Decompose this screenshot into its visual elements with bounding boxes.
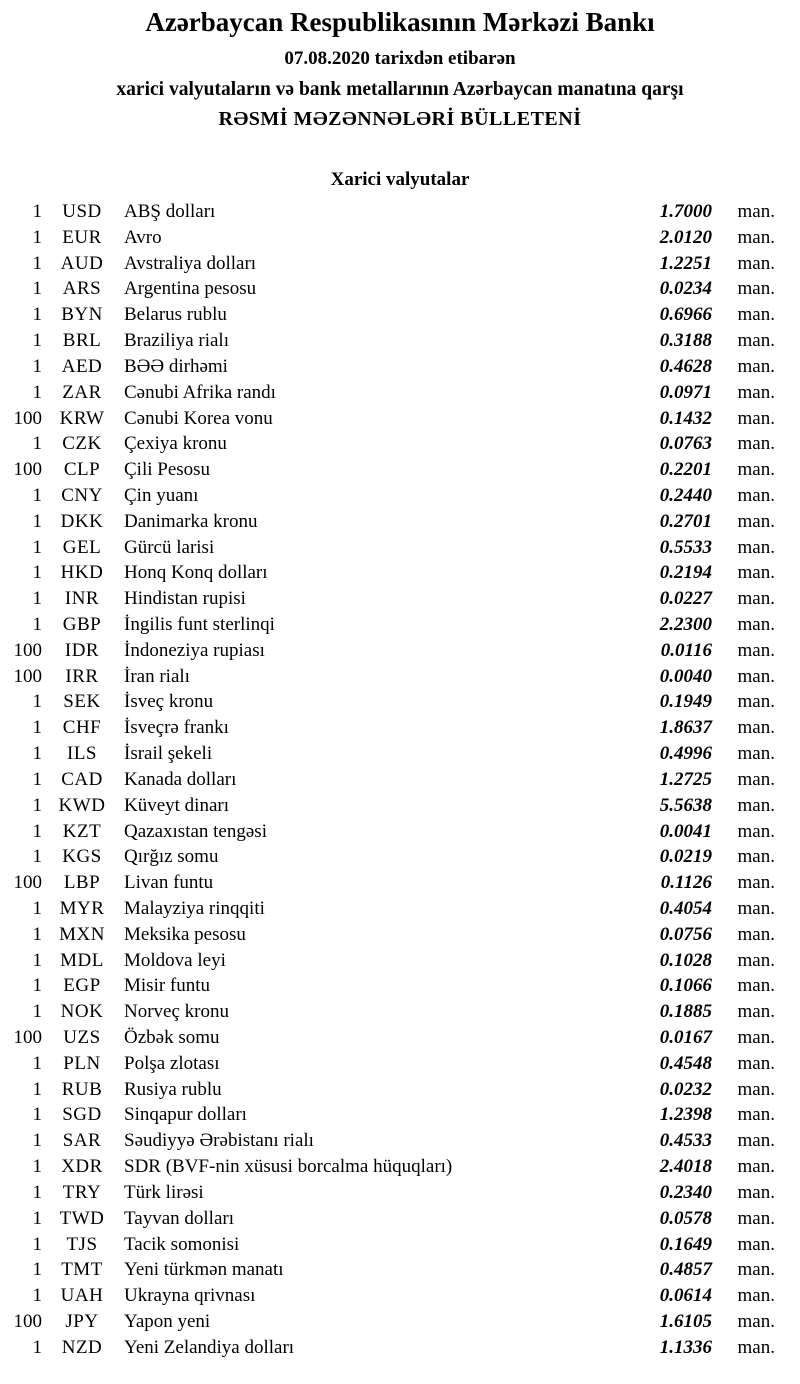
unit-label: man. xyxy=(737,1310,775,1332)
unit-label: man. xyxy=(737,897,775,919)
currency-quantity: 1 xyxy=(32,1052,42,1074)
currency-name: Norveç kronu xyxy=(124,1001,229,1023)
currency-code: JPY xyxy=(65,1310,99,1332)
currency-name: SDR (BVF-nin xüsusi borcalma hüquqları) xyxy=(124,1156,453,1178)
currency-name: Çexiya kronu xyxy=(124,433,227,455)
currency-quantity: 100 xyxy=(13,1310,42,1332)
currency-name: İsveçrə frankı xyxy=(124,717,229,739)
rate-value: 0.2194 xyxy=(659,562,712,584)
rate-row xyxy=(0,560,800,586)
unit-label: man. xyxy=(737,510,775,532)
unit-label: man. xyxy=(737,381,775,403)
rate-value: 0.0116 xyxy=(660,639,712,661)
rate-row xyxy=(0,689,800,715)
currency-code: CZK xyxy=(62,433,102,455)
currency-name: Yapon yeni xyxy=(124,1310,211,1332)
currency-code: USD xyxy=(62,201,102,222)
currency-quantity: 100 xyxy=(13,1027,42,1048)
currency-name: Avstraliya dolları xyxy=(124,252,257,274)
currency-code: BRL xyxy=(62,330,102,352)
rate-row xyxy=(0,973,800,999)
rate-value: 0.0756 xyxy=(659,923,712,945)
currency-name: Çin yuanı xyxy=(124,484,199,506)
currency-name: Argentina pesosu xyxy=(124,278,257,300)
rate-row xyxy=(0,1025,800,1051)
exchange-rates-table xyxy=(0,199,800,1361)
rate-row xyxy=(0,922,800,948)
rate-value: 1.2398 xyxy=(659,1104,712,1126)
currency-name: Çili Pesosu xyxy=(124,459,211,481)
unit-label: man. xyxy=(737,201,775,222)
unit-label: man. xyxy=(737,872,775,894)
currency-name: Rusiya rublu xyxy=(124,1078,222,1100)
currency-quantity: 1 xyxy=(32,768,42,790)
currency-code: IRR xyxy=(65,665,99,687)
rate-value: 5.5638 xyxy=(659,794,712,816)
currency-quantity: 1 xyxy=(32,743,42,765)
currency-name: Misir funtu xyxy=(124,975,211,997)
currency-name: İsrail şekeli xyxy=(124,743,213,765)
rate-value: 0.4857 xyxy=(659,1259,712,1281)
currency-quantity: 1 xyxy=(32,510,42,532)
rate-value: 0.0578 xyxy=(659,1207,712,1229)
rate-value: 1.8637 xyxy=(659,717,712,739)
unit-label: man. xyxy=(737,1130,775,1152)
rate-value: 0.4628 xyxy=(659,355,712,377)
unit-label: man. xyxy=(737,1001,775,1023)
rate-value: 0.0234 xyxy=(659,278,712,300)
rate-row xyxy=(0,1180,800,1206)
rate-row xyxy=(0,380,800,406)
currency-code: XDR xyxy=(61,1156,103,1178)
unit-label: man. xyxy=(737,1027,775,1048)
currency-name: Cənubi Korea vonu xyxy=(124,407,273,429)
currency-name: Meksika pesosu xyxy=(124,923,246,945)
unit-label: man. xyxy=(737,407,775,429)
currency-name: BƏƏ dirhəmi xyxy=(124,355,228,377)
rate-row xyxy=(0,509,800,535)
unit-label: man. xyxy=(737,768,775,790)
rate-row xyxy=(0,199,800,225)
rate-value: 0.2701 xyxy=(659,510,712,532)
rate-row xyxy=(0,276,800,302)
rate-row xyxy=(0,302,800,328)
rate-value: 0.1066 xyxy=(659,975,712,997)
rate-row xyxy=(0,1283,800,1309)
rate-row xyxy=(0,1309,800,1335)
currency-name: Avro xyxy=(124,226,162,248)
rate-row xyxy=(0,715,800,741)
rate-row xyxy=(0,664,800,690)
rate-value: 2.4018 xyxy=(659,1156,712,1178)
currency-code: UZS xyxy=(63,1027,101,1048)
rate-row xyxy=(0,767,800,793)
rate-row xyxy=(0,1206,800,1232)
section-title-foreign-currencies: Xarici valyutalar xyxy=(330,169,470,190)
currency-quantity: 1 xyxy=(32,588,42,610)
currency-quantity: 100 xyxy=(13,872,42,894)
currency-name: Braziliya rialı xyxy=(124,330,229,352)
currency-code: GEL xyxy=(62,536,102,558)
rate-value: 0.1649 xyxy=(659,1233,712,1255)
rate-row xyxy=(0,1051,800,1077)
unit-label: man. xyxy=(737,1336,775,1358)
unit-label: man. xyxy=(737,459,775,481)
currency-code: CNY xyxy=(61,484,103,506)
rate-value: 0.3188 xyxy=(659,330,712,352)
currency-quantity: 1 xyxy=(32,897,42,919)
currency-name: Cənubi Afrika randı xyxy=(124,381,276,403)
currency-code: LBP xyxy=(63,872,101,894)
unit-label: man. xyxy=(737,562,775,584)
rate-row xyxy=(0,406,800,432)
unit-label: man. xyxy=(737,1207,775,1229)
rate-row xyxy=(0,535,800,561)
rate-value: 1.6105 xyxy=(659,1310,712,1332)
rate-value: 0.0041 xyxy=(659,820,712,842)
unit-label: man. xyxy=(737,484,775,506)
currency-code: DKK xyxy=(60,510,104,532)
rate-row xyxy=(0,819,800,845)
unit-label: man. xyxy=(737,536,775,558)
currency-name: Küveyt dinarı xyxy=(124,794,230,816)
currency-name: Yeni türkmən manatı xyxy=(124,1259,284,1281)
currency-name: Qırğız somu xyxy=(124,846,219,868)
currency-name: Belarus rublu xyxy=(124,304,227,326)
unit-label: man. xyxy=(737,975,775,997)
document-header xyxy=(0,6,800,132)
unit-label: man. xyxy=(737,1078,775,1100)
currency-code: MYR xyxy=(59,897,105,919)
currency-code: KZT xyxy=(62,820,102,842)
rate-row xyxy=(0,586,800,612)
currency-quantity: 1 xyxy=(32,1001,42,1023)
currency-name: Özbək somu xyxy=(124,1027,220,1048)
unit-label: man. xyxy=(737,691,775,713)
currency-quantity: 1 xyxy=(32,536,42,558)
rate-value: 0.0167 xyxy=(659,1027,712,1048)
currency-code: EGP xyxy=(63,975,101,997)
currency-name: Livan funtu xyxy=(124,872,214,894)
rate-row xyxy=(0,1077,800,1103)
currency-code: TWD xyxy=(59,1207,105,1229)
currency-quantity: 1 xyxy=(32,562,42,584)
currency-code: AED xyxy=(61,355,103,377)
currency-quantity: 1 xyxy=(32,1078,42,1100)
rate-row xyxy=(0,1257,800,1283)
currency-name: Honq Konq dolları xyxy=(124,562,268,584)
unit-label: man. xyxy=(737,1233,775,1255)
unit-label: man. xyxy=(737,1156,775,1178)
currency-quantity: 1 xyxy=(32,304,42,326)
currency-code: ZAR xyxy=(62,381,102,403)
currency-code: ARS xyxy=(62,278,102,300)
unit-label: man. xyxy=(737,794,775,816)
rate-row xyxy=(0,457,800,483)
currency-quantity: 1 xyxy=(32,717,42,739)
currency-code: TRY xyxy=(62,1181,102,1203)
currency-quantity: 1 xyxy=(32,278,42,300)
currency-name: Hindistan rupisi xyxy=(124,588,246,610)
rate-row xyxy=(0,328,800,354)
currency-quantity: 100 xyxy=(13,407,42,429)
unit-label: man. xyxy=(737,1181,775,1203)
unit-label: man. xyxy=(737,639,775,661)
currency-code: NOK xyxy=(60,1001,104,1023)
subject-line: xarici valyutaların və bank metallarının Azərbaycan manatına qarşı xyxy=(116,79,684,100)
unit-label: man. xyxy=(737,330,775,352)
rate-value: 0.1949 xyxy=(659,691,712,713)
rate-row xyxy=(0,431,800,457)
currency-code: GBP xyxy=(62,614,102,635)
currency-quantity: 1 xyxy=(32,1104,42,1126)
currency-quantity: 1 xyxy=(32,820,42,842)
rate-row xyxy=(0,948,800,974)
rate-value: 0.0614 xyxy=(659,1285,712,1307)
currency-quantity: 1 xyxy=(32,1181,42,1203)
unit-label: man. xyxy=(737,743,775,765)
currency-quantity: 1 xyxy=(32,226,42,248)
currency-code: KGS xyxy=(62,846,102,868)
currency-code: ILS xyxy=(67,743,97,765)
rate-value: 0.4054 xyxy=(659,897,712,919)
rate-value: 0.2201 xyxy=(659,459,712,481)
currency-quantity: 1 xyxy=(32,614,42,635)
currency-quantity: 1 xyxy=(32,330,42,352)
currency-quantity: 1 xyxy=(32,1259,42,1281)
currency-quantity: 1 xyxy=(32,923,42,945)
rate-value: 0.1126 xyxy=(660,872,712,894)
rate-row xyxy=(0,793,800,819)
currency-quantity: 1 xyxy=(32,201,42,222)
rate-value: 0.1885 xyxy=(659,1001,712,1023)
rate-value: 1.2251 xyxy=(659,252,712,274)
currency-name: Ukrayna qrivnası xyxy=(124,1285,256,1307)
rate-value: 0.4548 xyxy=(659,1052,712,1074)
currency-name: Moldova leyi xyxy=(124,949,226,971)
currency-name: ABŞ dolları xyxy=(124,201,216,222)
unit-label: man. xyxy=(737,949,775,971)
rate-row xyxy=(0,612,800,638)
rate-row xyxy=(0,225,800,251)
unit-label: man. xyxy=(737,614,775,635)
currency-code: MDL xyxy=(60,949,104,971)
unit-label: man. xyxy=(737,355,775,377)
rate-value: 0.4533 xyxy=(659,1130,712,1152)
unit-label: man. xyxy=(737,1285,775,1307)
currency-name: Kanada dolları xyxy=(124,768,237,790)
currency-name: İran rialı xyxy=(124,665,190,687)
currency-name: Sinqapur dolları xyxy=(124,1104,247,1126)
currency-code: CAD xyxy=(61,768,103,790)
currency-code: TJS xyxy=(66,1233,98,1255)
unit-label: man. xyxy=(737,433,775,455)
currency-code: INR xyxy=(64,588,100,610)
unit-label: man. xyxy=(737,278,775,300)
currency-name: Türk lirəsi xyxy=(124,1181,204,1203)
rate-value: 2.0120 xyxy=(659,226,712,248)
currency-code: PLN xyxy=(63,1052,101,1074)
rate-row xyxy=(0,1154,800,1180)
unit-label: man. xyxy=(737,846,775,868)
currency-quantity: 100 xyxy=(13,459,42,481)
unit-label: man. xyxy=(737,717,775,739)
rate-row xyxy=(0,999,800,1025)
currency-code: KWD xyxy=(58,794,106,816)
rate-value: 0.1028 xyxy=(659,949,712,971)
currency-quantity: 1 xyxy=(32,433,42,455)
currency-code: EUR xyxy=(62,226,102,248)
rate-value: 0.1432 xyxy=(659,407,712,429)
unit-label: man. xyxy=(737,1052,775,1074)
unit-label: man. xyxy=(737,304,775,326)
currency-code: UAH xyxy=(60,1285,104,1307)
currency-code: CHF xyxy=(62,717,102,739)
currency-name: Səudiyyə Ərəbistanı rialı xyxy=(124,1130,314,1152)
rate-row xyxy=(0,741,800,767)
rate-row xyxy=(0,1102,800,1128)
currency-quantity: 1 xyxy=(32,1156,42,1178)
currency-quantity: 1 xyxy=(32,355,42,377)
currency-name: İsveç kronu xyxy=(124,691,214,713)
currency-name: Danimarka kronu xyxy=(124,510,258,532)
page-title: Azərbaycan Respublikasının Mərkəzi Bankı xyxy=(145,7,655,37)
rate-value: 1.2725 xyxy=(659,768,712,790)
rate-value: 0.2340 xyxy=(659,1181,712,1203)
currency-name: Tacik somonisi xyxy=(124,1233,240,1255)
unit-label: man. xyxy=(737,226,775,248)
currency-name: Malayziya rinqqiti xyxy=(124,897,265,919)
unit-label: man. xyxy=(737,252,775,274)
currency-code: SGD xyxy=(62,1104,102,1126)
rate-row xyxy=(0,251,800,277)
rate-value: 0.2440 xyxy=(659,484,712,506)
effective-date-line: 07.08.2020 tarixdən etibarən xyxy=(284,48,516,69)
unit-label: man. xyxy=(737,1104,775,1126)
currency-quantity: 1 xyxy=(32,1130,42,1152)
currency-quantity: 1 xyxy=(32,794,42,816)
rate-row xyxy=(0,483,800,509)
currency-name: İndoneziya rupiası xyxy=(124,639,265,661)
unit-label: man. xyxy=(737,665,775,687)
currency-quantity: 1 xyxy=(32,484,42,506)
unit-label: man. xyxy=(737,820,775,842)
currency-name: Gürcü larisi xyxy=(124,536,215,558)
rate-value: 0.0227 xyxy=(659,588,712,610)
rate-value: 0.6966 xyxy=(659,304,712,326)
bulletin-title: RƏSMİ MƏZƏNNƏLƏRİ BÜLLETENİ xyxy=(218,108,582,130)
unit-label: man. xyxy=(737,1259,775,1281)
currency-quantity: 1 xyxy=(32,1336,42,1358)
rate-value: 0.0763 xyxy=(659,433,712,455)
rate-value: 0.4996 xyxy=(659,743,712,765)
rate-row xyxy=(0,638,800,664)
currency-name: İngilis funt sterlinqi xyxy=(124,614,275,635)
currency-quantity: 1 xyxy=(32,846,42,868)
rate-row xyxy=(0,870,800,896)
currency-code: SAR xyxy=(62,1130,102,1152)
rate-value: 1.7000 xyxy=(659,201,712,222)
rate-value: 0.0219 xyxy=(659,846,712,868)
currency-code: IDR xyxy=(64,639,100,661)
rate-value: 0.0232 xyxy=(659,1078,712,1100)
rate-value: 2.2300 xyxy=(659,614,712,635)
unit-label: man. xyxy=(737,923,775,945)
currency-name: Qazaxıstan tengəsi xyxy=(124,820,267,842)
currency-code: NZD xyxy=(61,1336,103,1358)
currency-code: KRW xyxy=(59,407,105,429)
currency-quantity: 100 xyxy=(13,665,42,687)
currency-code: CLP xyxy=(63,459,101,481)
currency-quantity: 1 xyxy=(32,381,42,403)
currency-code: SEK xyxy=(63,691,101,713)
rate-value: 0.0040 xyxy=(659,665,712,687)
rate-value: 0.5533 xyxy=(659,536,712,558)
currency-quantity: 1 xyxy=(32,949,42,971)
currency-code: MXN xyxy=(59,923,105,945)
rate-row xyxy=(0,896,800,922)
rate-row xyxy=(0,844,800,870)
currency-code: TMT xyxy=(61,1259,103,1281)
currency-quantity: 1 xyxy=(32,975,42,997)
rate-row xyxy=(0,1335,800,1361)
currency-name: Tayvan dolları xyxy=(124,1207,234,1229)
rate-row xyxy=(0,1128,800,1154)
currency-code: RUB xyxy=(61,1078,103,1100)
rate-value: 1.1336 xyxy=(659,1336,712,1358)
currency-quantity: 1 xyxy=(32,1285,42,1307)
currency-name: Yeni Zelandiya dolları xyxy=(124,1336,295,1358)
currency-code: HKD xyxy=(60,562,104,584)
rate-row xyxy=(0,1232,800,1258)
currency-quantity: 1 xyxy=(32,1207,42,1229)
currency-name: Polşa zlotası xyxy=(124,1052,220,1074)
currency-quantity: 1 xyxy=(32,252,42,274)
rate-value: 0.0971 xyxy=(659,381,712,403)
currency-quantity: 100 xyxy=(13,639,42,661)
unit-label: man. xyxy=(737,588,775,610)
currency-code: AUD xyxy=(60,252,104,274)
currency-quantity: 1 xyxy=(32,691,42,713)
currency-quantity: 1 xyxy=(32,1233,42,1255)
currency-code: BYN xyxy=(61,304,103,326)
rate-row xyxy=(0,354,800,380)
